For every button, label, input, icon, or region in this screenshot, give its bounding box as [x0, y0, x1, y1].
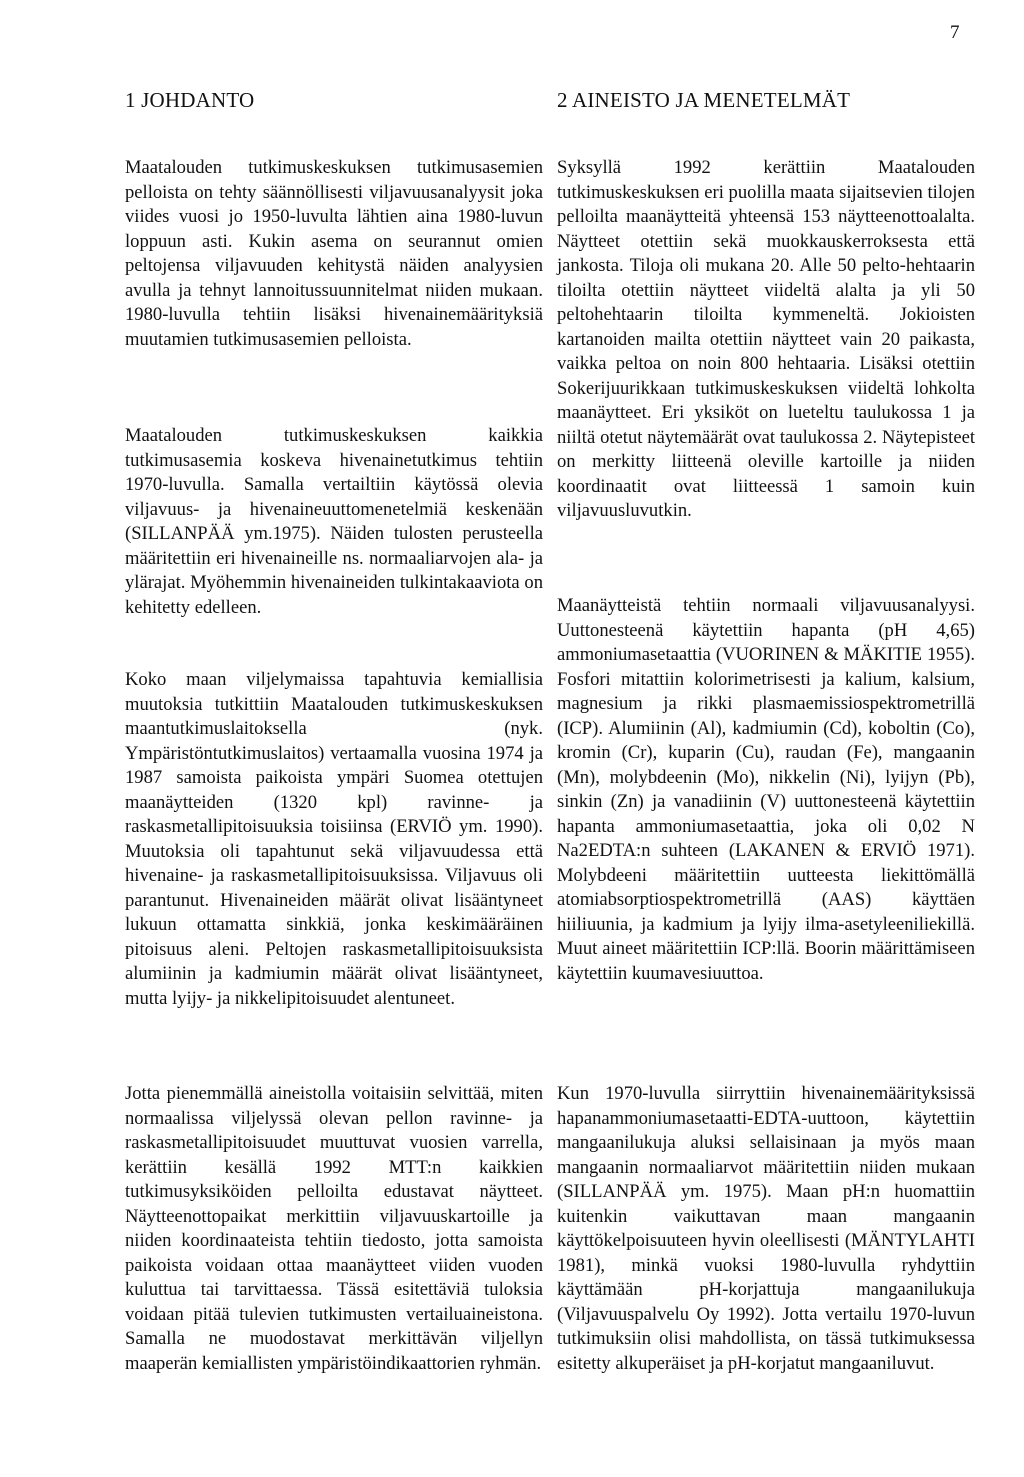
methods-paragraph-3: Kun 1970-luvulla siirryttiin hivenainemäärityksissä hapanammoniumasetaatti-EDTA-uuttoon, käytettiin mangaanilukuja aluksi sellaisinaan ja myös maan mangaanin normaaliarvot määritettiin niiden mukaan (SILLANPÄÄ ym. 1975). Maan pH:n huomattiin kuitenkin vaikuttavan maan mangaanin käyttökelpoisuuteen hyvin oleellisesti (MÄNTYLAHTI 1981), minkä vuoksi 1980-luvulla ryhdyttiin käyttämään pH-korjattuja mangaanilukuja (Viljavuuspalvelu Oy 1992). Jotta vertailu 1970-luvun tutkimuksiin olisi mahdollista, on tässä tutkimuksessa esitetty alkuperäiset ja pH-korjatut mangaaniluvut. — [557, 1083, 975, 1374]
page-number: 7 — [950, 22, 960, 43]
section-heading-johdanto: 1 JOHDANTO — [125, 88, 255, 112]
intro-paragraph-4: Jotta pienemmällä aineistolla voitaisiin selvittää, miten normaalissa viljelyssä olevan pellon ravinne- ja raskasmetallipitoisuudet muuttuvat vuosien varrella, kerättiin kesällä 1992 MTT:n kaikkien tutkimusyksiköiden pelloilta edustavat näytteet. Näytteenottopaikat merkittiin viljavuuskartoille ja niiden koordinaateista tehtiin tiedosto, jotta samoista paikoista voidaan ottaa maanäytteet viiden vuoden kuluttua tai tarvittaessa. Tässä esitettäviä tuloksia voidaan pitää tulevien tutkimusten vertailuaineistona. Samalla ne muodostavat merkittävän viljellyn maaperän kemiallisten ympäristöindikaattorien ryhmän. — [125, 1083, 543, 1374]
methods-paragraph-2: Maanäytteistä tehtiin normaali viljavuusanalyysi. Uuttonesteenä käytettiin hapanta (pH 4,65) ammoniumasetaattia (VUORINEN & MÄKITIE 1955). Fosfori mitattiin kolorimetrisesti ja kalium, kalsium, magnesium ja rikki plasmaemissiospektrometrillä (ICP). Alumiinin (Al), kadmiumin (Cd), koboltin (Co), kromin (Cr), kuparin (Cu), raudan (Fe), mangaanin (Mn), molybdeenin (Mo), nikkelin (Ni), lyijyn (Pb), sinkin (Zn) ja vanadiinin (V) uuttonesteenä käytettiin hapanta ammoniumasetaattia, joka oli 0,02 N Na2EDTA:n suhteen (LAKANEN & ERVIÖ 1971). Molybdeeni määritettiin uutteesta liekittömällä atomiabsorptiospektrometrillä (AAS) käyttäen hiiliuunia, ja kadmium ja lyijy ilma-asetyleeniliekillä. Muut aineet määritettiin ICP:llä. Boorin määrittämiseen käytettiin kuumavesiuuttoa. — [557, 595, 975, 984]
intro-paragraph-3: Koko maan viljelymaissa tapahtuvia kemiallisia muutoksia tutkittiin Maatalouden tutkimuskeskuksen maantutkimuslaitoksella (nyk. Ympäristöntutkimuslaitos) vertaamalla vuosina 1974 ja 1987 samoista paikoista ympäri Suomea otettujen maanäytteiden (1320 kpl) ravinne- ja raskasmetallipitoisuuksia toisiinsa (ERVIÖ ym. 1990). Muutoksia oli tapahtunut sekä viljavuudessa että hivenaine- ja raskasmetallipitoisuuksissa. Viljavuus oli parantunut. Hivenaineiden määrät olivat lisääntyneet lukuun ottamatta sinkkiä, jonka keskimääräinen pitoisuus aleni. Peltojen raskasmetallipitoisuuksista alumiinin ja kadmiumin määrät olivat lisääntyneet, mutta lyijy- ja nikkelipitoisuudet alentuneet. — [125, 669, 543, 1009]
section-heading-aineisto-ja-menetelmat: 2 AINEISTO JA MENETELMÄT — [557, 88, 851, 112]
intro-paragraph-2: Maatalouden tutkimuskeskuksen kaikkia tutkimusasemia koskeva hivenainetutkimus tehtiin 1970-luvulla. Samalla vertailtiin käytössä olevia viljavuus- ja hivenaineuuttomenetelmiä keskenään (SILLANPÄÄ ym.1975). Näiden tulosten perusteella määritettiin eri hivenaineille ns. normaaliarvojen ala- ja ylärajat. Myöhemmin hivenaineiden tulkintakaaviota on kehitetty edelleen. — [125, 425, 543, 618]
methods-paragraph-1: Syksyllä 1992 kerättiin Maatalouden tutkimuskeskuksen eri puolilla maata sijaitsevien tilojen pelloilta maanäytteitä yhteensä 153 näytteenottoalalta. Näytteet otettiin sekä muokkauskerroksesta että jankosta. Tiloja oli mukana 20. Alle 50 pelto-hehtaarin tiloilta otettiin näytteet viideltä alalta ja yli 50 peltohehtaarin tiloilta kymmeneltä. Jokioisten kartanoiden mailta otettiin näytteet vain 20 paikasta, vaikka peltoa on noin 800 hehtaaria. Lisäksi otettiin Sokerijuurikkaan tutkimuskeskuksen viideltä lohkolta maanäytteet. Eri yksiköt on lueteltu taulukossa 1 ja niiltä otetut näytemäärät ovat taulukossa 2. Näytepisteet on merkitty liitteenä oleville kartoille ja niiden koordinaatit ovat liitteessä 1 samoin kuin viljavuusluvutkin. — [557, 157, 975, 521]
intro-paragraph-1: Maatalouden tutkimuskeskuksen tutkimusasemien pelloista on tehty säännöllisesti viljavuusanalyysit joka viides vuosi jo 1950-luvulta lähtien aina 1980-luvun loppuun asti. Kukin asema on seurannut omien peltojensa viljavuuden kehitystä näiden analyysien avulla ja tehnyt lannoitussuunnitelmat niiden mukaan. 1980-luvulla tehtiin lisäksi hivenainemäärityksiä muutamien tutkimusasemien pelloista. — [125, 157, 543, 350]
